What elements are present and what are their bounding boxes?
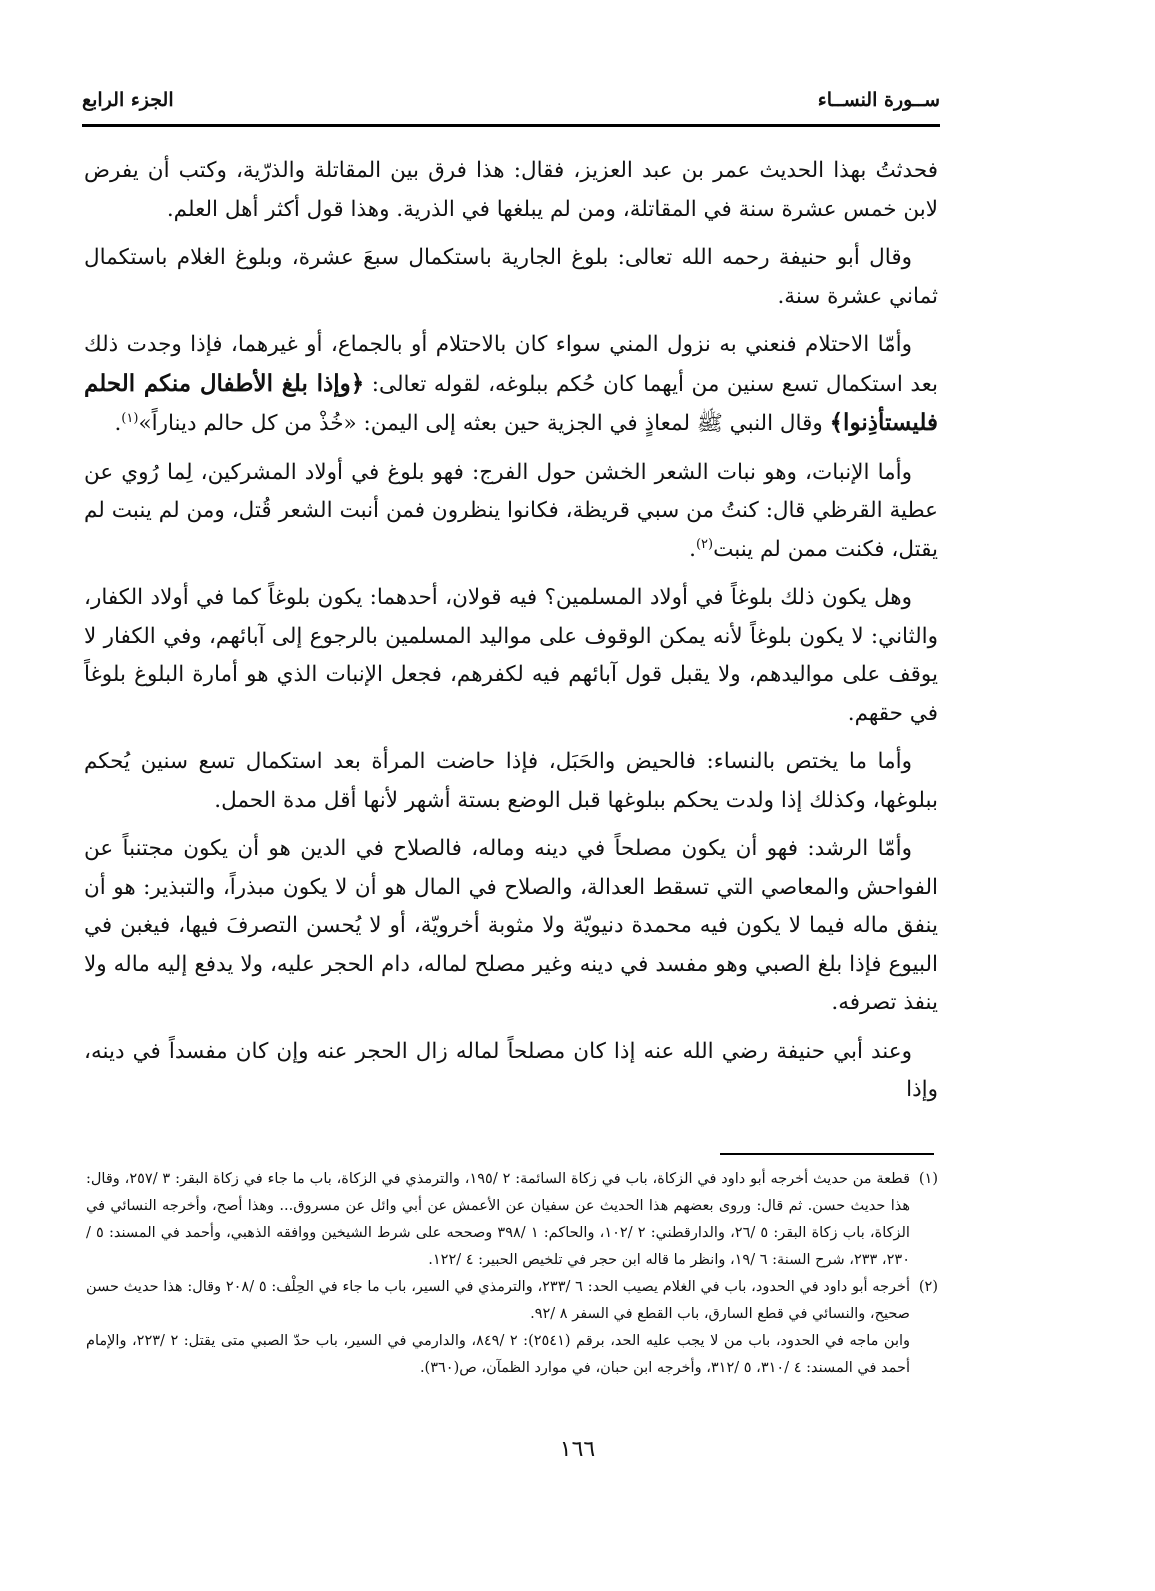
page-number: ١٦٦	[559, 1437, 596, 1462]
paragraph-end: .	[689, 536, 696, 562]
paragraph: وعند أبي حنيفة رضي الله عنه إذا كان مصلحاً لماله زال الحجر عنه وإن كان مفسداً في دينه، وإذا	[84, 1038, 938, 1102]
quran-verse: ﴿وإذا بلغ الأطفال منكم الحلم فليستأذِنوا﴾	[84, 369, 938, 436]
paragraph-text: وقال النبي ﷺ لمعاذٍ في الجزية حين بعثه إلى اليمن: «خُذْ من كل حالم ديناراً»	[138, 411, 830, 436]
paragraph: فحدثتُ بهذا الحديث عمر بن عبد العزيز، فقال: هذا فرق بين المقاتلة والذرّية، وكتب أن يفرض لابن خمس عشرة سنة في المقاتلة، ومن لم يبلغها في الذرية. وهذا قول أكثر أهل العلم.	[84, 158, 938, 222]
footnote-text: أخرجه أبو داود في الحدود، باب في الغلام يصيب الحد: ٦ /٢٣٣، والترمذي في السير، باب ما جاء في الحِلْف: ٥ /٢٠٨ وقال: هذا حديث حسن صحيح، والنسائي في قطع السارق، باب القطع في السفر ٨ /٩٢.	[86, 1279, 910, 1322]
volume-title: الجزء الرابع	[82, 89, 174, 111]
paragraph	[84, 326, 938, 444]
paragraph: وأمّا الرشد: فهو أن يكون مصلحاً في دينه وماله، فالصلاح في الدين هو أن يكون مجتنباً عن الفواحش والمعاصي التي تسقط العدالة، والصلاح في المال هو أن لا يكون مبذراً، والتبذير: هو أن ينفق ماله فيما لا يكون فيه محمدة دنيويّة ولا مثوبة أخرويّة، أو لا يُحسن التصرفَ فيها، فيغبن في البيوع فإذا بلغ الصبي وهو مفسد في دينه وغير مصلح لماله، دام الحجر عليه، ولا يدفع إليه ماله ولا ينفذ تصرفه.	[84, 836, 938, 1015]
footnote-divider	[720, 1153, 934, 1155]
footnote-marker[interactable]: (١)	[121, 410, 139, 426]
footnote-1	[86, 1166, 938, 1274]
footnote-marker[interactable]: (٢)	[695, 536, 714, 552]
footnote-2-continuation: وابن ماجه في الحدود، باب من لا يجب عليه الحد، برقم (٢٥٤١): ٢ /٨٤٩، والدارمي في السير، باب حدّ الصبي متى يقتل: ٢ /٢٢٣، والإمام أحمد في المسند: ٤ /٣١٠، ٥ /٣١٢، وأخرجه ابن حبان، في موارد الظمآن، ص(٣٦٠).	[86, 1333, 911, 1376]
paragraph: وأما ما يختص بالنساء: فالحيض والحَبَل، فإذا حاضت المرأة بعد استكمال تسع سنين يُحكم ببلوغها، وكذلك إذا ولدت يحكم ببلوغها قبل الوضع بستة أشهر لأنها أقل مدة الحمل.	[84, 749, 938, 813]
footnote-number: (١)	[918, 1171, 938, 1187]
running-header	[82, 80, 940, 120]
main-text	[84, 152, 938, 1120]
surah-title: ســورة النســاء	[817, 89, 940, 111]
footnote-number: (٢)	[918, 1279, 938, 1295]
paragraph-text: وأما الإنبات، وهو نبات الشعر الخشن حول الفرج: فهو بلوغ في أولاد المشركين، لِما رُوي عن عطية القرظي قال: كنتُ من سبي قريظة، فكانوا ينظرون فمن أنبت الشعر قُتل، ومن لم ينبت لم يقتل، فكنت ممن لم ينبت	[84, 459, 938, 562]
paragraph-end: .	[114, 411, 122, 436]
paragraph: وهل يكون ذلك بلوغاً في أولاد المسلمين؟ فيه قولان، أحدهما: يكون بلوغاً كما في أولاد الكفار، والثاني: لا يكون بلوغاً لأنه يمكن الوقوف على مواليد المسلمين بالرجوع إلى آبائهم، وفي الكفار لا يوقف على مواليدهم، ولا يقبل قول آبائهم فيه لكفرهم، فجعل الإنبات الذي هو أمارة البلوغ بلوغاً في حقهم.	[84, 585, 938, 726]
paragraph: وقال أبو حنيفة رحمه الله تعالى: بلوغ الجارية باستكمال سبعَ عشرة، وبلوغ الغلام باستكمال ثماني عشرة سنة.	[84, 245, 938, 309]
paragraph-text: وأمّا الاحتلام فنعني به نزول المني سواء كان بالاحتلام أو بالجماع، أو غيرهما، فإذا وجدت ذلك بعد استكمال تسع سنين من أيهما كان حُكم ببلوغه، لقوله تعالى:	[84, 332, 939, 397]
footnotes	[86, 1166, 938, 1382]
paragraph	[84, 454, 938, 570]
footnote-2	[86, 1274, 938, 1328]
footnote-text: قطعة من حديث أخرجه أبو داود في الزكاة، باب في زكاة السائمة: ٢ /١٩٥، والترمذي في الزكاة، باب ما جاء في زكاة البقر: ٣ /٢٥٧، وقال: هذا حديث حسن. ثم قال: وروى بعضهم هذا الحديث عن سفيان عن الأعمش عن أبي وائل عن مسروق... وهذا أصح، وأخرجه النسائي في الزكاة، باب زكاة البقر: ٥ /٢٦، والدارقطني: ٢ /١٠٢، والحاكم: ١ /٣٩٨ وصححه على شرط الشيخين ووافقه الذهبي، وأحمد في المسند: ٥ /٢٣٠، ٢٣٣، شرح السنة: ٦ /١٩، وانظر ما قاله ابن حجر في تلخيص الحبير: ٤ /١٢٢.	[86, 1171, 910, 1268]
header-divider	[82, 124, 940, 127]
